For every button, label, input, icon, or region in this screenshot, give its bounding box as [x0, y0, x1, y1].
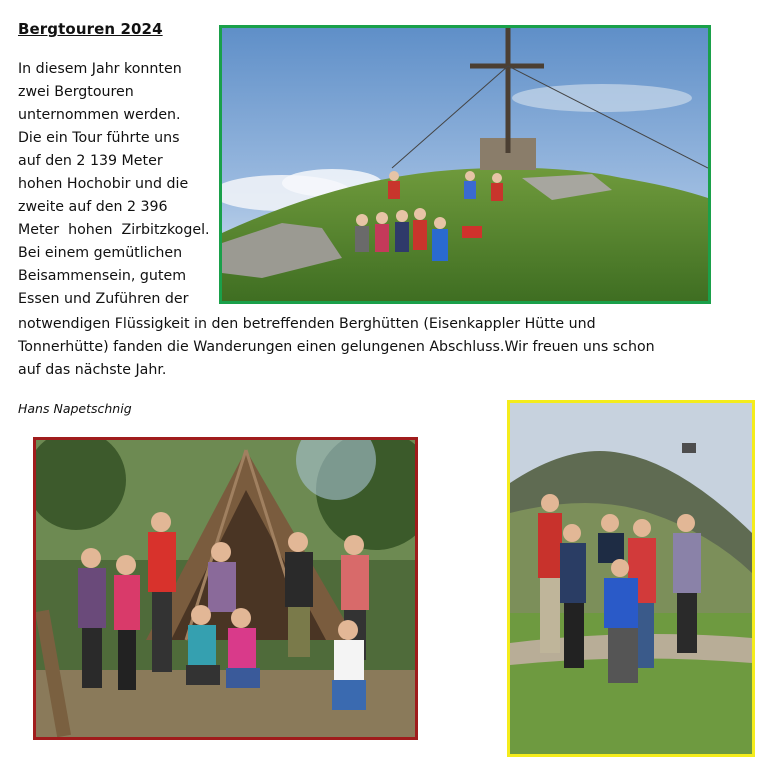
mountain-group-illustration: [510, 403, 752, 754]
body-line-5: auf den 2 139 Meter: [18, 153, 163, 169]
summit-cross-illustration: [222, 28, 708, 301]
shelter-group-illustration: [36, 440, 415, 737]
body-line-2: zwei Bergtouren: [18, 84, 134, 100]
author-signature: Hans Napetschnig: [18, 401, 132, 416]
body-line-11: Essen und Zuführen der: [18, 291, 189, 307]
shelter-group-photo: [33, 437, 418, 740]
article-title: Bergtouren 2024: [18, 20, 163, 38]
mountain-group-photo: [507, 400, 755, 757]
body-line-12: notwendigen Flüssigkeit in den betreffenden Berghütten (Eisenkappler Hütte und: [18, 316, 596, 332]
body-line-1: In diesem Jahr konnten: [18, 61, 182, 77]
body-line-3: unternommen werden.: [18, 107, 181, 123]
body-line-4: Die ein Tour führte uns: [18, 130, 180, 146]
body-line-9: Bei einem gemütlichen: [18, 245, 183, 261]
body-line-6: hohen Hochobir und die: [18, 176, 189, 192]
body-line-13: Tonnerhütte) fanden die Wanderungen einen gelungenen Abschluss.Wir freuen uns schon: [18, 339, 655, 355]
body-line-8: Meter hohen Zirbitzkogel.: [18, 222, 210, 238]
body-line-14: auf das nächste Jahr.: [18, 362, 167, 378]
body-line-7: zweite auf den 2 396: [18, 199, 168, 215]
body-line-10: Beisammensein, gutem: [18, 268, 187, 284]
summit-cross-photo: [219, 25, 711, 304]
